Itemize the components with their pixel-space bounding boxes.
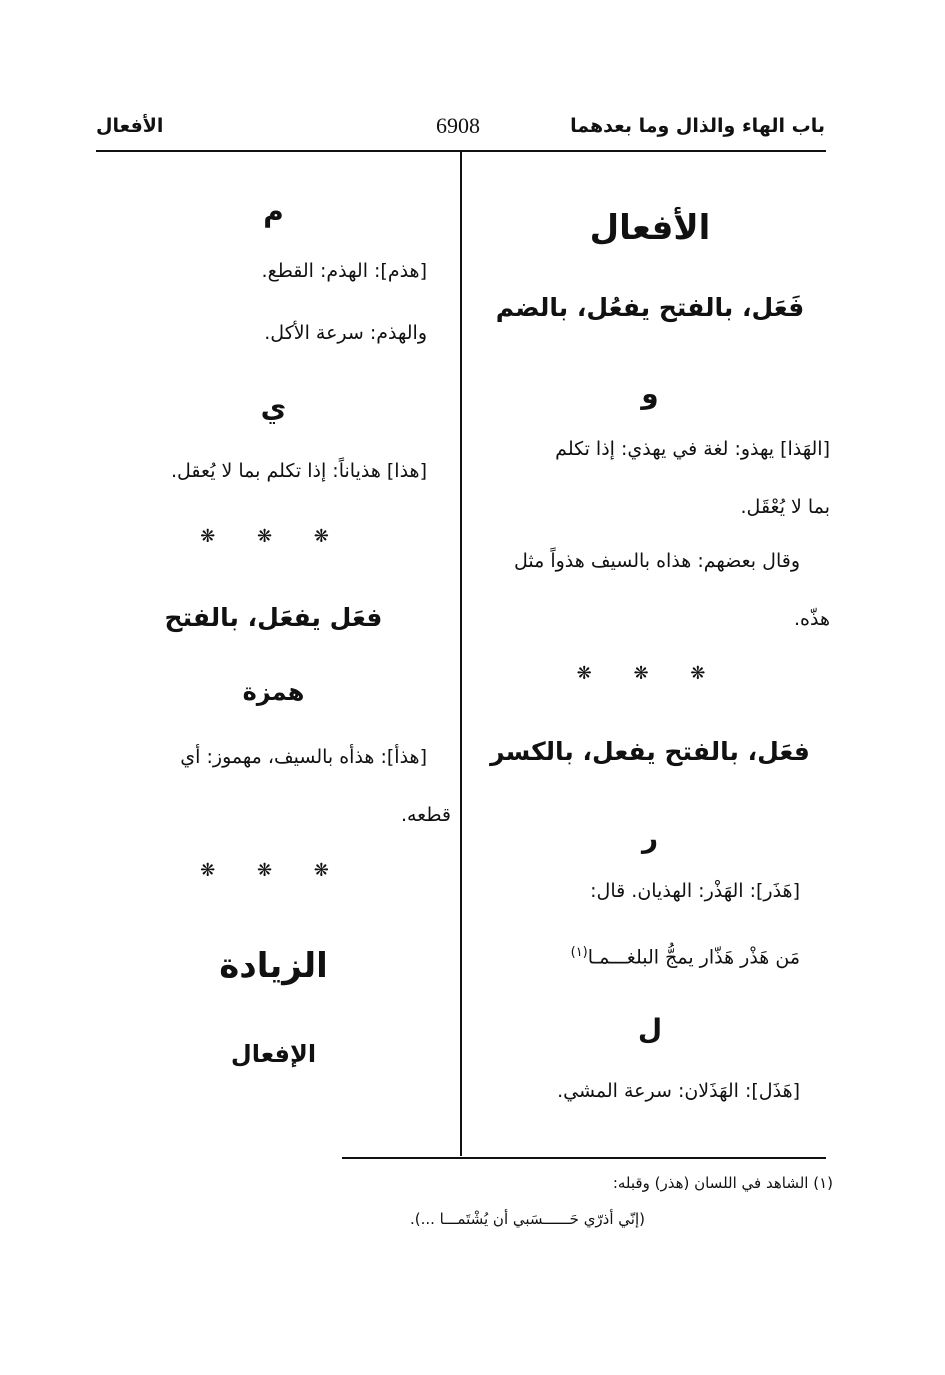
heading-ziyada: الزيادة bbox=[219, 946, 328, 986]
entry-qala-line-2: هذّه. bbox=[794, 608, 830, 630]
verse-text: مَن هَذْر هَذّار يمجُّ البلغـــمـا bbox=[587, 946, 800, 969]
footnote-line-2: (إنّي أذرّي حَــــــسَبي أن يُشْتَمـــا ...). bbox=[409, 1210, 645, 1228]
letter-heading-ya: ي bbox=[260, 391, 287, 424]
entry-hadha-line-1: [الهَذا] يهذو: لغة في يهذي: إذا تكلم bbox=[555, 438, 830, 460]
section-title-fatha-kasra: فعَل، بالفتح يفعل، بالكسر bbox=[490, 737, 810, 766]
section-title-fatha-fatha: فعَل يفعَل، بالفتح bbox=[164, 603, 383, 632]
letter-heading-waw: و bbox=[641, 377, 659, 410]
entry-hadha-hamz-line-2: قطعه. bbox=[400, 804, 451, 826]
section-stars-right: ❋ ❋ ❋ bbox=[576, 663, 724, 684]
letter-heading-mim: م bbox=[263, 195, 284, 228]
heading-ifal: الإفعال bbox=[230, 1040, 317, 1068]
entry-qala-line-1: وقال بعضهم: هذاه بالسيف هذواً مثل bbox=[514, 550, 800, 572]
footnote-rule bbox=[342, 1157, 826, 1159]
entry-hadha-line-2: بما لا يُعْقَل. bbox=[740, 496, 830, 518]
hamza-heading: همزة bbox=[242, 678, 305, 706]
running-header-section: الأفعال bbox=[96, 115, 164, 137]
entry-hadhal: [هَذَل]: الهَذَلان: سرعة المشي. bbox=[557, 1080, 800, 1102]
footnote-line-1: (١) الشاهد في اللسان (هذر) وقبله: bbox=[612, 1174, 833, 1192]
section-stars-left-1: ❋ ❋ ❋ bbox=[200, 526, 347, 547]
entry-hadha-left: [هذا] هذياناً: إذا تكلم بما لا يُعقل. bbox=[170, 460, 427, 482]
column-divider bbox=[460, 152, 462, 1156]
entry-hadha-hamz bbox=[96, 728, 451, 844]
entry-hadhar: [هَذَر]: الهَذْر: الهذيان. قال: bbox=[590, 880, 800, 902]
section-title-fatha-damma: فَعَل، بالفتح يفعُل، بالضم bbox=[495, 293, 805, 322]
section-stars-left-2: ❋ ❋ ❋ bbox=[200, 860, 347, 881]
entry-qala bbox=[470, 532, 830, 648]
verse-line bbox=[470, 924, 830, 986]
entry-hadham-2: والهذم: سرعة الأكل. bbox=[264, 322, 427, 344]
page-number: 6908 bbox=[436, 113, 480, 138]
letter-heading-lam: ل bbox=[637, 1013, 663, 1046]
running-header-chapter: باب الهاء والذال وما بعدهما bbox=[570, 115, 825, 137]
entry-hadham-1: [هذم]: الهذم: القطع. bbox=[261, 260, 427, 282]
letter-heading-ra: ر bbox=[641, 821, 659, 854]
footnote-marker: (١) bbox=[570, 945, 588, 960]
heading-afal: الأفعال bbox=[589, 208, 711, 248]
entry-hadha-hamz-line-1: [هذأ]: هذأه بالسيف، مهموز: أي bbox=[180, 746, 427, 768]
entry-hadha bbox=[470, 420, 830, 536]
